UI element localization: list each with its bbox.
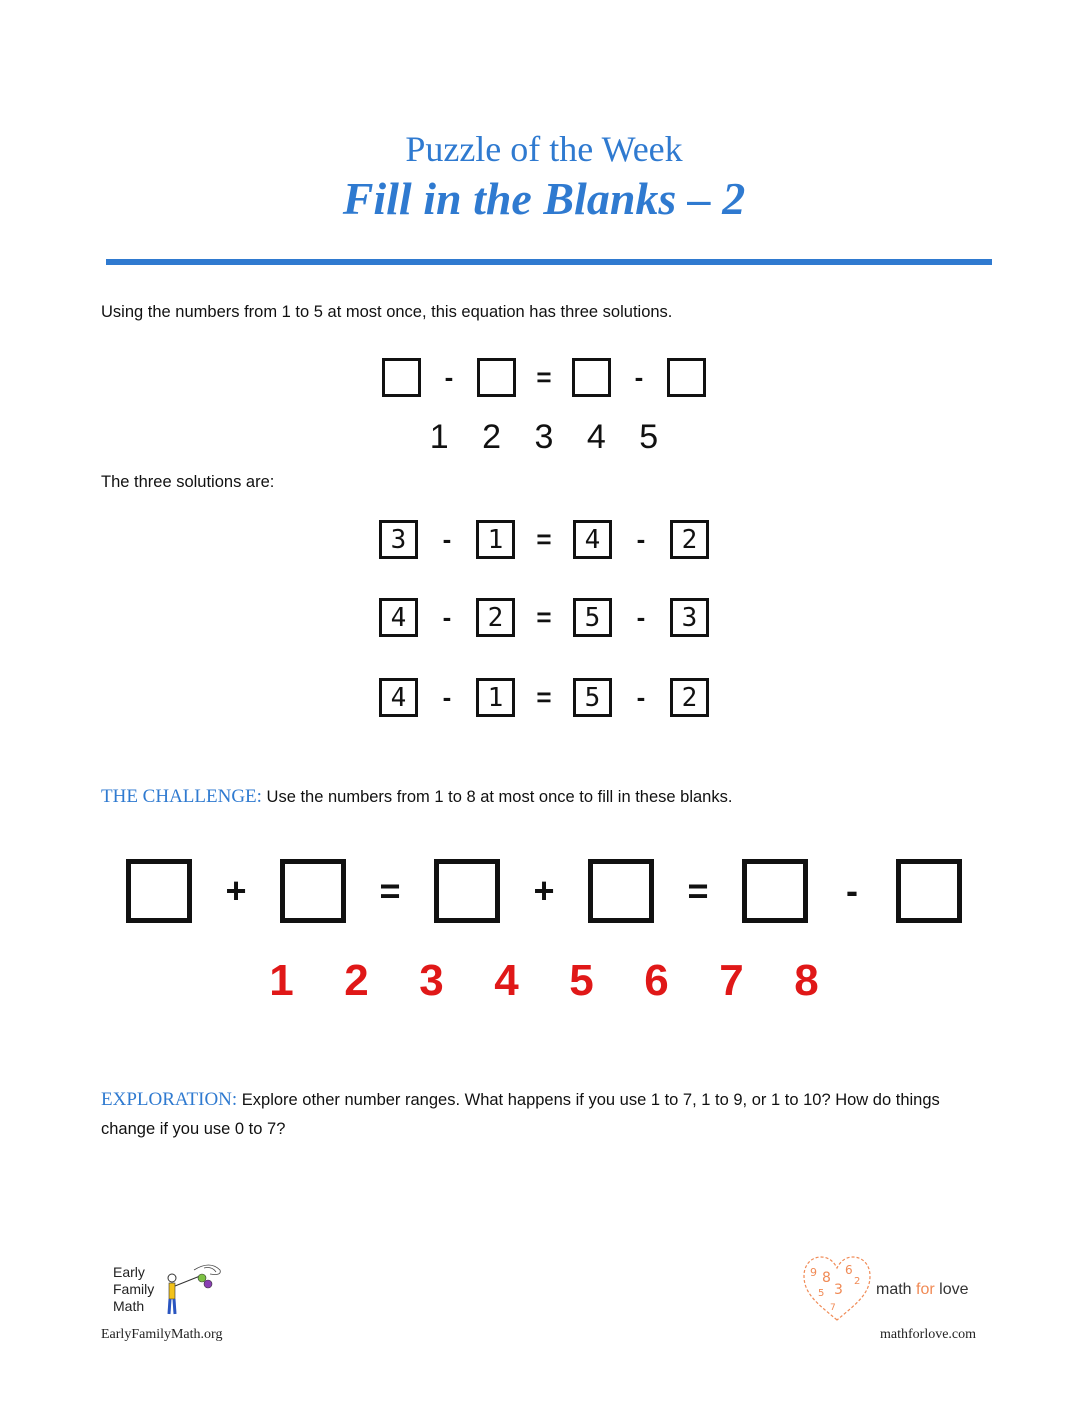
svg-text:6: 6 xyxy=(845,1263,853,1277)
solution-row xyxy=(0,598,1088,637)
number: 6 xyxy=(644,956,669,1005)
operator: = xyxy=(536,602,552,632)
operator: - xyxy=(444,362,454,392)
blank-box xyxy=(382,358,421,397)
number: 5 xyxy=(569,956,594,1005)
solution-box: 1 xyxy=(476,678,515,717)
solution-box: 2 xyxy=(476,598,515,637)
child-swing-illustration-icon xyxy=(160,1262,226,1320)
number: 4 xyxy=(586,418,606,456)
challenge-label: THE CHALLENGE: xyxy=(101,786,262,807)
exploration-label: EXPLORATION: xyxy=(101,1089,238,1110)
solution-box: 5 xyxy=(573,678,612,717)
solution-box: 2 xyxy=(670,520,709,559)
blank-box xyxy=(572,358,611,397)
blank-box xyxy=(126,859,192,923)
math-for-love-url[interactable]: mathforlove.com xyxy=(880,1327,977,1342)
blank-box xyxy=(434,859,500,923)
solutions-label: The three solutions are: xyxy=(101,473,275,491)
operator: = xyxy=(536,362,552,392)
title-divider xyxy=(106,259,992,265)
svg-text:8: 8 xyxy=(822,1270,831,1286)
operator: - xyxy=(442,524,452,554)
blank-box xyxy=(667,358,706,397)
logo-line: Math xyxy=(113,1298,145,1314)
math-for-love-wordmark xyxy=(876,1281,968,1299)
svg-text:9: 9 xyxy=(810,1266,817,1279)
number: 5 xyxy=(639,418,659,456)
number: 1 xyxy=(269,956,294,1005)
solution-box: 2 xyxy=(670,678,709,717)
number-heart-icon xyxy=(800,1254,874,1324)
intro-equation xyxy=(0,358,1088,397)
wordmark-math: math xyxy=(876,1281,917,1298)
solution-box: 1 xyxy=(476,520,515,559)
exploration-paragraph xyxy=(101,1085,981,1144)
exploration-text: Explore other number ranges. What happens if you use 1 to 7, 1 to 9, or 1 to 10? How do things change if you use 0 to 7? xyxy=(101,1091,940,1138)
blank-box xyxy=(588,859,654,923)
operator: = xyxy=(536,524,552,554)
svg-text:5: 5 xyxy=(818,1288,825,1299)
operator: + xyxy=(533,870,555,911)
solution-row xyxy=(0,678,1088,717)
early-family-math-logo xyxy=(106,1262,226,1322)
operator: - xyxy=(442,682,452,712)
operator: - xyxy=(634,362,644,392)
math-for-love-logo xyxy=(800,1254,990,1324)
number: 1 xyxy=(429,418,449,456)
operator: = xyxy=(379,870,401,911)
svg-text:2: 2 xyxy=(854,1276,861,1287)
wordmark-for: for xyxy=(916,1281,935,1298)
logo-line: Early xyxy=(113,1264,145,1280)
wordmark-love: love xyxy=(934,1281,969,1298)
blank-box xyxy=(742,859,808,923)
challenge-paragraph xyxy=(101,786,732,808)
blank-box xyxy=(477,358,516,397)
number: 2 xyxy=(344,956,369,1005)
solution-box: 3 xyxy=(670,598,709,637)
number: 7 xyxy=(719,956,744,1005)
solution-box: 3 xyxy=(379,520,418,559)
blank-box xyxy=(280,859,346,923)
solution-box: 5 xyxy=(573,598,612,637)
challenge-text: Use the numbers from 1 to 8 at most once to fill in these blanks. xyxy=(261,788,733,806)
solution-box: 4 xyxy=(379,598,418,637)
early-family-math-url[interactable]: EarlyFamilyMath.org xyxy=(101,1327,223,1342)
number: 3 xyxy=(534,418,554,456)
blank-box xyxy=(896,859,962,923)
operator: - xyxy=(846,870,858,911)
number: 4 xyxy=(494,956,519,1005)
intro-number-list xyxy=(0,418,1088,457)
operator: - xyxy=(636,682,646,712)
operator: = xyxy=(687,870,709,911)
operator: = xyxy=(536,682,552,712)
operator: - xyxy=(636,524,646,554)
number: 2 xyxy=(482,418,502,456)
solution-box: 4 xyxy=(573,520,612,559)
number: 8 xyxy=(794,956,819,1005)
svg-text:7: 7 xyxy=(830,1303,836,1313)
solution-row xyxy=(0,520,1088,559)
operator: - xyxy=(442,602,452,632)
number: 3 xyxy=(419,956,444,1005)
page-title: Fill in the Blanks – 2 xyxy=(342,173,746,224)
logo-line: Family xyxy=(113,1281,155,1297)
svg-text:3: 3 xyxy=(834,1282,843,1298)
challenge-number-list xyxy=(0,956,1088,1006)
operator: - xyxy=(636,602,646,632)
puzzle-of-the-week-heading: Puzzle of the Week xyxy=(405,129,683,169)
intro-text: Using the numbers from 1 to 5 at most once, this equation has three solutions. xyxy=(101,303,673,321)
operator: + xyxy=(225,870,247,911)
solution-box: 4 xyxy=(379,678,418,717)
challenge-equation xyxy=(0,859,1088,923)
